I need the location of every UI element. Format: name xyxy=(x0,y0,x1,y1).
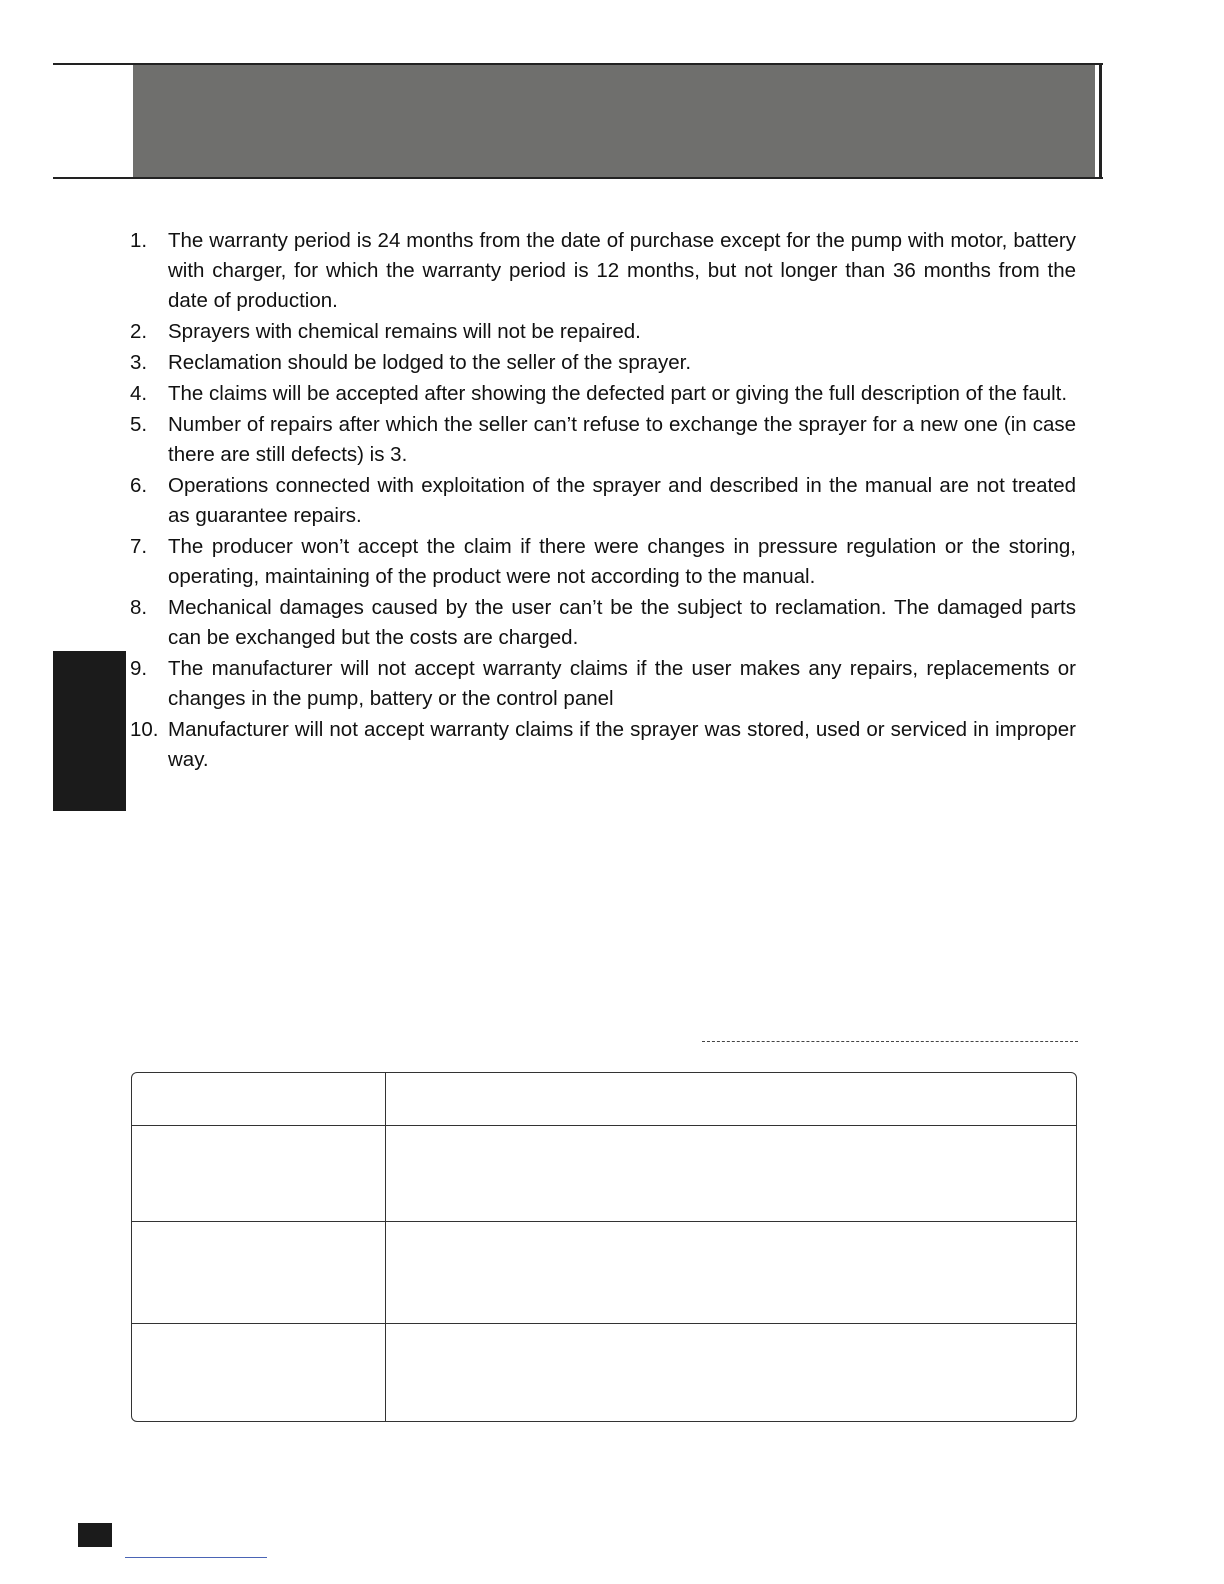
form-label-cell xyxy=(132,1324,386,1422)
term-number: 1. xyxy=(130,229,148,252)
term-number: 2. xyxy=(130,320,148,343)
term-text: The producer won’t accept the claim if there were changes in pressure regulation or the storing, operating, maintaining of the product were not according to the manual. xyxy=(168,535,1076,588)
warranty-term xyxy=(130,715,1076,775)
form-value-cell[interactable] xyxy=(386,1222,1076,1323)
term-number: 10. xyxy=(130,718,159,741)
term-number: 8. xyxy=(130,596,148,619)
warranty-term xyxy=(130,226,1076,316)
warranty-term xyxy=(130,532,1076,592)
term-number: 7. xyxy=(130,535,148,558)
form-row xyxy=(132,1221,1076,1323)
form-label-cell xyxy=(132,1222,386,1323)
warranty-terms-list xyxy=(130,226,1076,776)
term-text: Mechanical damages caused by the user can’t be the subject to reclamation. The damaged parts can be exchanged but the costs are charged. xyxy=(168,596,1076,649)
form-value-cell[interactable] xyxy=(386,1324,1076,1422)
term-number: 4. xyxy=(130,382,148,405)
footer-link-underline xyxy=(125,1557,267,1558)
form-row xyxy=(132,1323,1076,1422)
warranty-form-table xyxy=(131,1072,1077,1422)
page-number-marker xyxy=(78,1523,112,1547)
term-number: 3. xyxy=(130,351,148,374)
term-number: 5. xyxy=(130,413,148,436)
term-text: The claims will be accepted after showing the defected part or giving the full description of the fault. xyxy=(168,382,1068,405)
term-text: Number of repairs after which the seller can’t refuse to exchange the sprayer for a new one (in case there are still defects) is 3. xyxy=(168,413,1076,466)
section-side-tab xyxy=(53,651,126,811)
form-value-cell[interactable] xyxy=(386,1073,1076,1125)
term-text: The manufacturer will not accept warranty claims if the user makes any repairs, replacements or changes in the pump, battery or the control panel xyxy=(168,657,1076,710)
term-text: Reclamation should be lodged to the seller of the sprayer. xyxy=(168,351,692,374)
warranty-term xyxy=(130,317,1076,347)
warranty-term xyxy=(130,410,1076,470)
term-text: The warranty period is 24 months from the date of purchase except for the pump with motor, battery with charger, for which the warranty period is 12 months, but not longer than 36 months from the date of production. xyxy=(168,229,1076,312)
term-number: 6. xyxy=(130,474,148,497)
warranty-term xyxy=(130,471,1076,531)
form-label-cell xyxy=(132,1126,386,1221)
term-text: Operations connected with exploitation of the sprayer and described in the manual are not treated as guarantee repairs. xyxy=(168,474,1076,527)
form-row xyxy=(132,1073,1076,1125)
warranty-term xyxy=(130,593,1076,653)
term-text: Sprayers with chemical remains will not be repaired. xyxy=(168,320,641,343)
form-value-cell[interactable] xyxy=(386,1126,1076,1221)
warranty-term xyxy=(130,348,1076,378)
form-row xyxy=(132,1125,1076,1221)
header-right-edge xyxy=(1099,65,1102,177)
signature-dotted-line xyxy=(702,1041,1078,1042)
warranty-term xyxy=(130,654,1076,714)
header-bottom-rule xyxy=(53,177,1103,179)
header-title-band xyxy=(133,65,1095,177)
term-text: Manufacturer will not accept warranty claims if the sprayer was stored, used or serviced in improper way. xyxy=(168,718,1076,771)
warranty-term xyxy=(130,379,1076,409)
term-number: 9. xyxy=(130,657,148,680)
form-label-cell xyxy=(132,1073,386,1125)
